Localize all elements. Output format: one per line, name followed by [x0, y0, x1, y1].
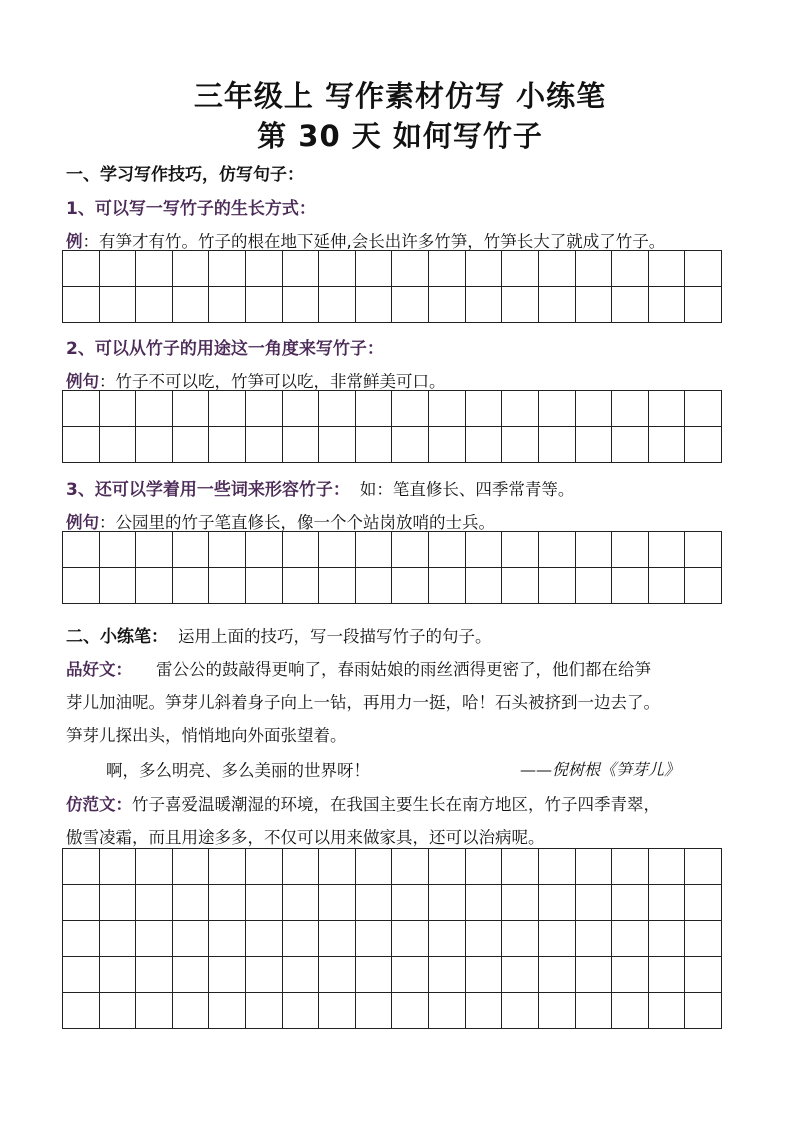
writing-grid-2[interactable] — [62, 390, 722, 463]
grid-cell[interactable] — [99, 427, 136, 463]
grid-cell[interactable] — [465, 921, 502, 957]
grid-cell[interactable] — [246, 885, 283, 921]
grid-cell[interactable] — [172, 921, 209, 957]
grid-cell[interactable] — [538, 849, 575, 885]
grid-cell[interactable] — [575, 251, 612, 287]
grid-cell[interactable] — [575, 921, 612, 957]
grid-cell[interactable] — [136, 532, 173, 568]
grid-cell[interactable] — [246, 921, 283, 957]
grid-cell[interactable] — [685, 287, 722, 323]
grid-row — [63, 993, 722, 1029]
grid-cell[interactable] — [355, 532, 392, 568]
grid-cell[interactable] — [648, 427, 685, 463]
grid-cell[interactable] — [63, 251, 100, 287]
grid-cell[interactable] — [209, 391, 246, 427]
grid-cell[interactable] — [172, 568, 209, 604]
grid-cell[interactable] — [685, 921, 722, 957]
grid-cell[interactable] — [172, 391, 209, 427]
item3-example-label: 例句 — [66, 513, 99, 532]
grid-cell[interactable] — [172, 532, 209, 568]
part2-heading-row — [66, 622, 492, 647]
grid-cell[interactable] — [136, 957, 173, 993]
grid-cell[interactable] — [172, 957, 209, 993]
grid-cell[interactable] — [99, 391, 136, 427]
grid-cell[interactable] — [282, 993, 319, 1029]
grid-cell[interactable] — [99, 287, 136, 323]
grid-cell[interactable] — [465, 427, 502, 463]
grid-cell[interactable] — [502, 849, 539, 885]
grid-cell[interactable] — [63, 568, 100, 604]
grid-cell[interactable] — [648, 568, 685, 604]
item3-example — [66, 509, 495, 533]
grid-table — [62, 848, 722, 1029]
grid-cell[interactable] — [648, 849, 685, 885]
grid-table — [62, 390, 722, 463]
grid-cell[interactable] — [136, 391, 173, 427]
model-text-1: 竹子喜爱温暖潮湿的环境，在我国主要生长在南方地区，竹子四季青翠， — [132, 795, 660, 814]
essay-text-1: 雷公公的鼓敲得更响了，春雨姑娘的雨丝洒得更密了，他们都在给笋 — [156, 660, 651, 679]
grid-row — [63, 568, 722, 604]
grid-cell[interactable] — [63, 391, 100, 427]
grid-row — [63, 532, 722, 568]
grid-cell[interactable] — [99, 957, 136, 993]
grid-cell[interactable] — [429, 885, 466, 921]
grid-cell[interactable] — [612, 993, 649, 1029]
item1-example — [66, 228, 665, 252]
grid-cell[interactable] — [282, 568, 319, 604]
grid-cell[interactable] — [465, 993, 502, 1029]
grid-cell[interactable] — [209, 251, 246, 287]
grid-cell[interactable] — [575, 532, 612, 568]
grid-cell[interactable] — [612, 849, 649, 885]
grid-cell[interactable] — [612, 391, 649, 427]
grid-cell[interactable] — [429, 993, 466, 1029]
grid-cell[interactable] — [685, 391, 722, 427]
grid-cell[interactable] — [392, 957, 429, 993]
grid-table — [62, 531, 722, 604]
grid-cell[interactable] — [685, 993, 722, 1029]
grid-cell[interactable] — [63, 885, 100, 921]
item3-heading-row — [66, 475, 574, 500]
grid-row — [63, 287, 722, 323]
grid-cell[interactable] — [136, 568, 173, 604]
grid-cell[interactable] — [136, 885, 173, 921]
grid-cell[interactable] — [465, 568, 502, 604]
grid-cell[interactable] — [502, 885, 539, 921]
grid-cell[interactable] — [246, 532, 283, 568]
grid-cell[interactable] — [575, 993, 612, 1029]
grid-cell[interactable] — [612, 287, 649, 323]
grid-cell[interactable] — [99, 993, 136, 1029]
grid-cell[interactable] — [246, 251, 283, 287]
grid-row — [63, 885, 722, 921]
grid-cell[interactable] — [63, 993, 100, 1029]
grid-cell[interactable] — [538, 921, 575, 957]
grid-cell[interactable] — [172, 849, 209, 885]
grid-cell[interactable] — [575, 287, 612, 323]
grid-cell[interactable] — [172, 287, 209, 323]
grid-cell[interactable] — [392, 391, 429, 427]
part1-heading: 一、学习写作技巧，仿写句子： — [66, 165, 304, 185]
grid-cell[interactable] — [465, 391, 502, 427]
grid-cell[interactable] — [392, 993, 429, 1029]
grid-cell[interactable] — [246, 957, 283, 993]
grid-cell[interactable] — [429, 251, 466, 287]
grid-cell[interactable] — [282, 957, 319, 993]
grid-cell[interactable] — [355, 957, 392, 993]
grid-cell[interactable] — [282, 532, 319, 568]
grid-cell[interactable] — [575, 427, 612, 463]
grid-cell[interactable] — [429, 427, 466, 463]
grid-cell[interactable] — [136, 251, 173, 287]
grid-cell[interactable] — [612, 427, 649, 463]
grid-cell[interactable] — [355, 391, 392, 427]
grid-cell[interactable] — [575, 391, 612, 427]
grid-cell[interactable] — [538, 885, 575, 921]
grid-cell[interactable] — [136, 921, 173, 957]
grid-cell[interactable] — [392, 427, 429, 463]
grid-cell[interactable] — [685, 427, 722, 463]
grid-cell[interactable] — [648, 251, 685, 287]
grid-cell[interactable] — [429, 568, 466, 604]
grid-cell[interactable] — [502, 251, 539, 287]
grid-cell[interactable] — [429, 287, 466, 323]
grid-cell[interactable] — [282, 885, 319, 921]
grid-cell[interactable] — [99, 568, 136, 604]
grid-cell[interactable] — [429, 849, 466, 885]
item1-example-text: ：有笋才有竹。竹子的根在地下延伸,会长出许多竹笋，竹笋长大了就成了竹子。 — [82, 232, 666, 251]
grid-cell[interactable] — [136, 849, 173, 885]
grid-cell[interactable] — [612, 568, 649, 604]
grid-table — [62, 250, 722, 323]
grid-cell[interactable] — [172, 885, 209, 921]
grid-cell[interactable] — [246, 849, 283, 885]
grid-cell[interactable] — [502, 532, 539, 568]
grid-cell[interactable] — [538, 427, 575, 463]
grid-cell[interactable] — [63, 532, 100, 568]
grid-row — [63, 957, 722, 993]
grid-cell[interactable] — [209, 885, 246, 921]
part2-heading: 二、小练笔： — [66, 627, 168, 647]
grid-cell[interactable] — [172, 993, 209, 1029]
grid-cell[interactable] — [63, 849, 100, 885]
page-title: 三年级上 写作素材仿写 小练笔 — [193, 79, 607, 113]
grid-cell[interactable] — [209, 427, 246, 463]
grid-cell[interactable] — [502, 957, 539, 993]
grid-cell[interactable] — [99, 849, 136, 885]
grid-cell[interactable] — [355, 993, 392, 1029]
grid-cell[interactable] — [136, 993, 173, 1029]
grid-cell[interactable] — [612, 957, 649, 993]
grid-cell[interactable] — [282, 427, 319, 463]
grid-cell[interactable] — [209, 568, 246, 604]
item2-example-text: ：竹子不可以吃，竹笋可以吃，非常鲜美可口。 — [99, 372, 446, 391]
grid-row — [63, 391, 722, 427]
grid-cell[interactable] — [63, 921, 100, 957]
grid-cell[interactable] — [612, 921, 649, 957]
essay-line-2: 芽儿加油呢。笋芽儿斜着身子向上一钻，再用力一挺，哈！石头被挤到一边去了。 — [66, 693, 660, 712]
grid-cell[interactable] — [465, 957, 502, 993]
grid-cell[interactable] — [172, 427, 209, 463]
grid-cell[interactable] — [612, 251, 649, 287]
grid-cell[interactable] — [246, 568, 283, 604]
grid-cell[interactable] — [392, 287, 429, 323]
grid-cell[interactable] — [63, 427, 100, 463]
grid-cell[interactable] — [685, 251, 722, 287]
grid-cell[interactable] — [538, 532, 575, 568]
grid-cell[interactable] — [282, 391, 319, 427]
grid-cell[interactable] — [319, 532, 356, 568]
grid-cell[interactable] — [172, 251, 209, 287]
grid-cell[interactable] — [648, 957, 685, 993]
grid-cell[interactable] — [99, 532, 136, 568]
grid-cell[interactable] — [648, 391, 685, 427]
grid-cell[interactable] — [502, 427, 539, 463]
essay-source: ——倪树根《笋芽儿》 — [520, 760, 681, 779]
grid-cell[interactable] — [319, 251, 356, 287]
grid-cell[interactable] — [538, 391, 575, 427]
grid-cell[interactable] — [319, 568, 356, 604]
writing-grid-1[interactable] — [62, 250, 722, 323]
grid-cell[interactable] — [685, 885, 722, 921]
essay-line-3: 笋芽儿探出头，悄悄地向外面张望着。 — [66, 726, 347, 745]
grid-cell[interactable] — [355, 287, 392, 323]
item3-heading: 3、还可以学着用一些词来形容竹子： — [66, 480, 350, 500]
grid-row — [63, 921, 722, 957]
grid-cell[interactable] — [246, 427, 283, 463]
grid-cell[interactable] — [685, 849, 722, 885]
page-subtitle: 第 30 天 如何写竹子 — [257, 119, 543, 153]
grid-cell[interactable] — [63, 287, 100, 323]
model-label: 仿范文： — [66, 795, 132, 814]
grid-cell[interactable] — [392, 921, 429, 957]
grid-cell[interactable] — [355, 885, 392, 921]
writing-grid-3[interactable] — [62, 531, 722, 604]
grid-cell[interactable] — [648, 532, 685, 568]
grid-cell[interactable] — [538, 957, 575, 993]
grid-row — [63, 849, 722, 885]
grid-cell[interactable] — [648, 921, 685, 957]
grid-cell[interactable] — [355, 251, 392, 287]
grid-cell[interactable] — [465, 885, 502, 921]
item2-example — [66, 368, 446, 392]
grid-cell[interactable] — [136, 427, 173, 463]
grid-cell[interactable] — [282, 251, 319, 287]
grid-cell[interactable] — [209, 849, 246, 885]
essay-line-1 — [66, 656, 651, 680]
grid-cell[interactable] — [209, 287, 246, 323]
grid-cell[interactable] — [99, 885, 136, 921]
grid-cell[interactable] — [319, 427, 356, 463]
grid-cell[interactable] — [612, 885, 649, 921]
grid-cell[interactable] — [246, 391, 283, 427]
grid-cell[interactable] — [63, 957, 100, 993]
grid-cell[interactable] — [99, 251, 136, 287]
grid-cell[interactable] — [648, 287, 685, 323]
grid-cell[interactable] — [355, 427, 392, 463]
grid-cell[interactable] — [355, 849, 392, 885]
grid-cell[interactable] — [392, 849, 429, 885]
essay-line-4: 啊，多么明亮、多么美丽的世界呀！ — [106, 761, 370, 780]
model-line-1 — [66, 791, 660, 815]
grid-cell[interactable] — [319, 885, 356, 921]
grid-cell[interactable] — [209, 993, 246, 1029]
grid-cell[interactable] — [246, 287, 283, 323]
item2-example-label: 例句 — [66, 372, 99, 391]
grid-cell[interactable] — [538, 568, 575, 604]
grid-cell[interactable] — [575, 568, 612, 604]
grid-cell[interactable] — [355, 568, 392, 604]
grid-cell[interactable] — [392, 885, 429, 921]
grid-cell[interactable] — [465, 532, 502, 568]
grid-cell[interactable] — [502, 568, 539, 604]
essay-label: 品好文： — [66, 660, 132, 679]
grid-cell[interactable] — [538, 287, 575, 323]
grid-cell[interactable] — [429, 391, 466, 427]
grid-cell[interactable] — [392, 251, 429, 287]
grid-cell[interactable] — [209, 532, 246, 568]
grid-cell[interactable] — [538, 251, 575, 287]
grid-cell[interactable] — [319, 849, 356, 885]
grid-cell[interactable] — [392, 532, 429, 568]
grid-cell[interactable] — [319, 957, 356, 993]
grid-cell[interactable] — [319, 993, 356, 1029]
grid-cell[interactable] — [319, 391, 356, 427]
grid-cell[interactable] — [502, 287, 539, 323]
grid-cell[interactable] — [538, 993, 575, 1029]
grid-cell[interactable] — [209, 957, 246, 993]
grid-cell[interactable] — [575, 885, 612, 921]
grid-cell[interactable] — [282, 921, 319, 957]
grid-cell[interactable] — [246, 993, 283, 1029]
grid-cell[interactable] — [502, 921, 539, 957]
model-line-2: 傲雪凌霜，而且用途多多，不仅可以用来做家具，还可以治病呢。 — [66, 828, 545, 847]
grid-row — [63, 427, 722, 463]
grid-cell[interactable] — [355, 921, 392, 957]
grid-cell[interactable] — [429, 532, 466, 568]
item3-example-text: ：公园里的竹子笔直修长，像一个个站岗放哨的士兵。 — [99, 513, 495, 532]
grid-cell[interactable] — [319, 921, 356, 957]
grid-cell[interactable] — [575, 849, 612, 885]
grid-row — [63, 251, 722, 287]
item1-example-label: 例 — [66, 232, 83, 251]
grid-cell[interactable] — [575, 957, 612, 993]
grid-cell[interactable] — [282, 849, 319, 885]
item2-heading: 2、可以从竹子的用途这一角度来写竹子： — [66, 339, 384, 359]
grid-cell[interactable] — [648, 885, 685, 921]
grid-cell[interactable] — [502, 391, 539, 427]
grid-cell[interactable] — [502, 993, 539, 1029]
grid-cell[interactable] — [685, 957, 722, 993]
grid-cell[interactable] — [685, 532, 722, 568]
grid-cell[interactable] — [429, 921, 466, 957]
writing-grid-4[interactable] — [62, 848, 722, 1029]
grid-cell[interactable] — [209, 921, 246, 957]
grid-cell[interactable] — [136, 287, 173, 323]
part2-instruction: 运用上面的技巧，写一段描写竹子的句子。 — [178, 627, 492, 646]
grid-cell[interactable] — [648, 993, 685, 1029]
grid-cell[interactable] — [685, 568, 722, 604]
item1-heading: 1、可以写一写竹子的生长方式： — [66, 199, 316, 219]
grid-cell[interactable] — [282, 287, 319, 323]
grid-cell[interactable] — [99, 921, 136, 957]
grid-cell[interactable] — [465, 849, 502, 885]
grid-cell[interactable] — [612, 532, 649, 568]
grid-cell[interactable] — [392, 568, 429, 604]
grid-cell[interactable] — [319, 287, 356, 323]
grid-cell[interactable] — [429, 957, 466, 993]
grid-cell[interactable] — [465, 287, 502, 323]
grid-cell[interactable] — [465, 251, 502, 287]
item3-heading-note: 如：笔直修长、四季常青等。 — [359, 480, 575, 499]
